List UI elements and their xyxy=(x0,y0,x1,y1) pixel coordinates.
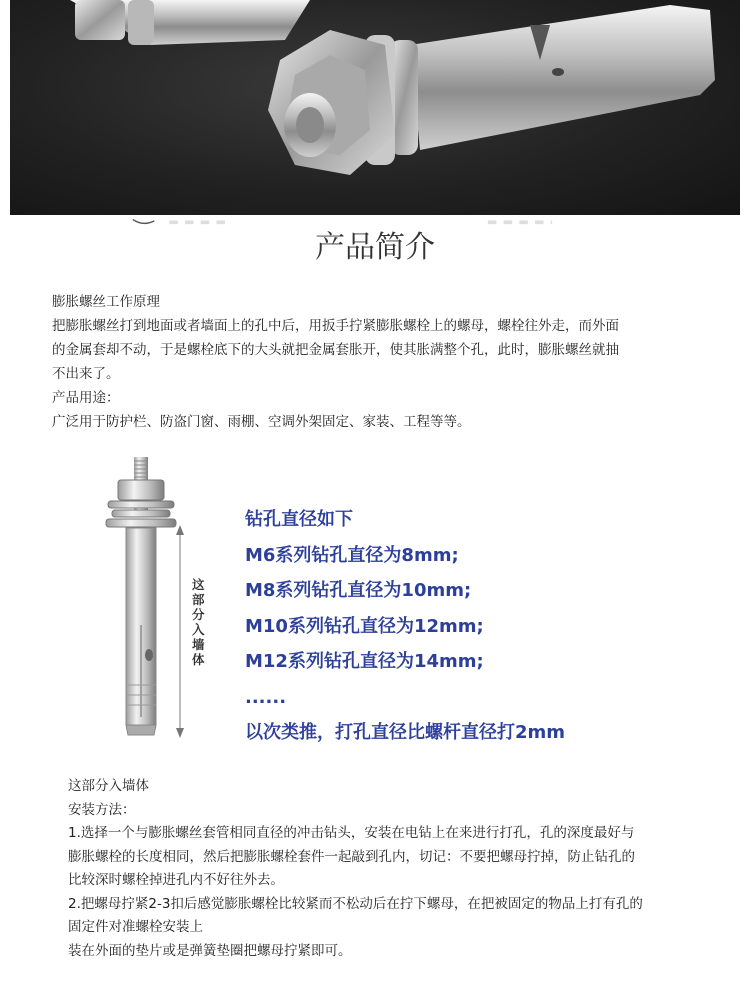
wall-depth-label: 这部分入墙体 xyxy=(192,577,205,667)
install-section xyxy=(68,775,728,963)
section-title: 产品简介 xyxy=(315,230,435,265)
drill-spec-item: M10系列钻孔直径为12mm; xyxy=(245,615,484,637)
intro-line: 把膨胀螺丝打到地面或者墙面上的孔中后，用扳手拧紧膨胀螺栓上的螺母，螺栓往外走，而外面 xyxy=(52,318,619,334)
intro-line: 的金属套却不动，于是螺栓底下的大头就把金属套胀开，使其胀满整个孔，此时，膨胀螺丝就抽 xyxy=(52,342,619,358)
usage-heading: 产品用途： xyxy=(52,390,120,406)
back-bolt xyxy=(70,0,310,45)
intro-section xyxy=(52,290,712,434)
intro-heading: 膨胀螺丝工作原理 xyxy=(52,294,160,310)
usage-line: 广泛用于防护栏、防盗门窗、雨棚、空调外架固定、家装、工程等等。 xyxy=(52,414,471,430)
drill-spec-item: 以次类推，打孔直径比螺杆直径打2mm xyxy=(245,722,566,743)
front-bolt xyxy=(268,5,715,175)
install-label: 这部分入墙体 xyxy=(68,778,149,794)
drill-spec-item: M8系列钻孔直径为10mm; xyxy=(245,580,472,601)
intro-line: 不出来了。 xyxy=(52,366,120,382)
drill-spec-item: ...... xyxy=(245,686,287,708)
install-line: 比较深时螺栓掉进孔内不好往外去。 xyxy=(68,872,284,888)
product-photo xyxy=(10,0,740,215)
drill-spec-heading: 钻孔直径如下 xyxy=(245,509,353,530)
install-line: 装在外面的垫片或是弹簧垫圈把螺母拧紧即可。 xyxy=(68,942,352,959)
install-line: 1.选择一个与膨胀螺丝套管相同直径的冲击钻头，安装在电钻上在来进行打孔，孔的深度最好与 xyxy=(68,825,635,841)
expansion-bolt-photo xyxy=(10,0,740,215)
install-line: 2.把螺母拧紧2-3扣后感觉膨胀螺栓比较紧而不松动后在拧下螺母，在把被固定的物品上打有孔的 xyxy=(68,895,643,912)
install-heading: 安装方法： xyxy=(68,801,136,818)
drill-spec-item: M6系列钻孔直径为8mm; xyxy=(245,544,459,566)
drill-spec-item: M12系列钻孔直径为14mm; xyxy=(245,651,484,672)
drill-diameter-spec xyxy=(245,502,665,751)
install-line: 膨胀螺栓的长度相同，然后把膨胀螺栓套件一起敲到孔内，切记：不要把螺母拧掉，防止钻孔的 xyxy=(68,848,635,865)
install-line: 固定件对准螺栓安装上 xyxy=(68,919,203,935)
